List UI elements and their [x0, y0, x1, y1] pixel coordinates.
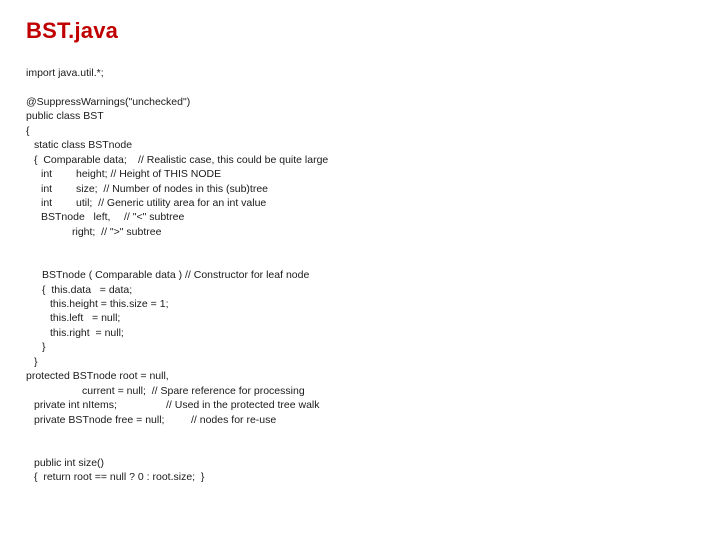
- code-line: [26, 225, 706, 239]
- code-segment: protected BSTnode root = null,: [26, 370, 169, 383]
- code-line: [26, 413, 706, 427]
- code-line: [26, 210, 706, 224]
- code-segment: import java.util.*;: [26, 67, 104, 79]
- code-line: [26, 470, 706, 484]
- code-segment: private BSTnode free = null;: [34, 413, 165, 426]
- code-segment: }: [42, 341, 46, 354]
- code-line: [26, 311, 706, 325]
- code-segment: public class BST: [26, 110, 104, 123]
- code-segment: this.left = null;: [50, 312, 121, 325]
- code-line: [26, 254, 706, 268]
- code-line: [26, 326, 706, 340]
- code-segment: // Realistic case, this could be quite large: [138, 153, 329, 166]
- code-line: [26, 456, 706, 470]
- code-line: [26, 109, 706, 123]
- code-line: [26, 167, 706, 181]
- code-line: [26, 182, 706, 196]
- code-segment: right; // ">" subtree: [72, 225, 162, 238]
- code-segment: // Used in the protected tree walk: [166, 399, 320, 412]
- code-line: [26, 239, 706, 253]
- code-line: [26, 138, 706, 152]
- code-segment: current = null; // Spare reference for processing: [82, 384, 305, 397]
- code-segment: // "<" subtree: [124, 211, 185, 224]
- code-segment: this.right = null;: [50, 326, 124, 339]
- code-line: [26, 369, 706, 383]
- code-line: [26, 95, 706, 109]
- code-block: [26, 66, 706, 485]
- code-segment: static class BSTnode: [34, 139, 133, 152]
- code-segment: private int nItems;: [34, 399, 117, 412]
- code-segment: {: [26, 124, 30, 137]
- code-segment: int: [41, 196, 53, 209]
- code-segment: @SuppressWarnings("unchecked"): [26, 95, 191, 108]
- code-segment: { Comparable data;: [34, 153, 127, 166]
- code-segment: BSTnode ( Comparable data ) // Constructor for leaf node: [42, 269, 310, 282]
- code-line: [26, 66, 706, 80]
- code-segment: BSTnode left,: [41, 211, 111, 224]
- code-segment: this.height = this.size = 1;: [50, 298, 169, 310]
- code-segment: // nodes for re-use: [191, 413, 277, 426]
- code-line: [26, 427, 706, 441]
- code-line: [26, 384, 706, 398]
- code-line: [26, 153, 706, 167]
- code-segment: public int size(): [34, 456, 105, 469]
- code-line: [26, 80, 706, 94]
- code-segment: size; // Number of nodes in this (sub)tree: [76, 182, 268, 195]
- code-segment: { return root == null ? 0 : root.size; }: [34, 471, 205, 484]
- code-line: [26, 340, 706, 354]
- code-segment: }: [34, 355, 38, 368]
- code-segment: height; // Height of THIS NODE: [76, 168, 222, 181]
- code-line: [26, 297, 706, 311]
- code-line: [26, 441, 706, 455]
- code-line: [26, 124, 706, 138]
- slide-title: BST.java: [26, 18, 119, 43]
- code-line: [26, 355, 706, 369]
- code-line: [26, 196, 706, 210]
- code-segment: int: [41, 182, 53, 195]
- code-segment: int: [41, 168, 53, 181]
- code-line: [26, 283, 706, 297]
- code-segment: util; // Generic utility area for an int value: [76, 196, 267, 209]
- code-line: [26, 268, 706, 282]
- code-line: [26, 398, 706, 412]
- code-segment: { this.data = data;: [42, 283, 133, 296]
